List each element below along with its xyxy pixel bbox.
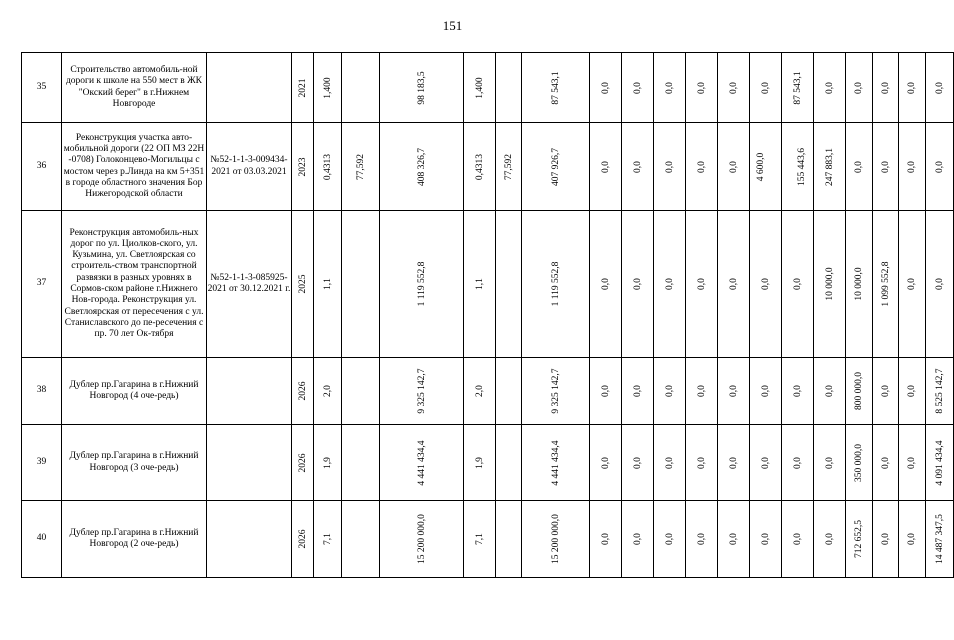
row-number-cell: 35: [22, 53, 62, 123]
cell-value: 0,0: [760, 385, 771, 397]
year-value-cell: [814, 53, 846, 123]
year-value-cell: [899, 425, 926, 501]
total-cost-cell: [380, 53, 464, 123]
year-value-cell: [654, 211, 686, 358]
year-value-cell: [782, 501, 814, 578]
length-remaining-cell: [464, 358, 496, 425]
cell-value: 0,0: [880, 385, 891, 397]
year-value-cell: [622, 358, 654, 425]
object-name-cell: Дублер пр.Гагарина в г.Нижний Новгород (3 оче-редь): [62, 425, 207, 501]
remaining-cost-cell: [522, 358, 590, 425]
table-row: [22, 501, 954, 578]
cell-value: 9 325 142,7: [416, 368, 427, 414]
cell-value: 87 543,1: [550, 70, 561, 105]
year-value-cell: [590, 211, 622, 358]
unit-cost-cell: [342, 358, 380, 425]
cell-value: 712 652,5: [854, 520, 864, 558]
year-cell: [292, 358, 314, 425]
cell-value: 87 543,1: [792, 70, 803, 105]
year-value-cell: [846, 53, 873, 123]
year-value-cell: [899, 211, 926, 358]
cell-value: 1 119 552,8: [550, 261, 561, 307]
unit-cost-remaining-cell: [496, 358, 522, 425]
length-remaining-cell: [464, 123, 496, 211]
year-value-cell: [926, 501, 954, 578]
year-value-cell: [926, 53, 954, 123]
cell-value: 0,0: [600, 385, 611, 397]
cell-value: 0,0: [854, 81, 864, 94]
cell-value: 0,0: [632, 160, 643, 173]
cell-value: 4 441 434,4: [550, 439, 561, 486]
year-value-cell: [750, 211, 782, 358]
cell-value: 0,0: [760, 456, 771, 469]
cell-value: 0,4313: [322, 153, 333, 180]
year-value-cell: [899, 358, 926, 425]
year-value-cell: [873, 501, 899, 578]
length-remaining-cell: [464, 501, 496, 578]
year-value-cell: [814, 501, 846, 578]
year-value-cell: [718, 211, 750, 358]
length-cell: [314, 211, 342, 358]
year-cell: [292, 53, 314, 123]
cell-value: 0,0: [696, 533, 707, 545]
cell-value: 2,0: [474, 385, 485, 397]
year-value-cell: [846, 425, 873, 501]
total-cost-cell: [380, 211, 464, 358]
cell-value: 155 443,6: [797, 147, 808, 186]
cell-value: 0,0: [934, 81, 945, 94]
year-value-cell: [750, 425, 782, 501]
cell-value: 4 091 434,4: [934, 439, 945, 486]
cell-value: 0,0: [907, 160, 917, 173]
year-value-cell: [654, 53, 686, 123]
expertise-doc-cell: №52-1-1-3-085925-2021 от 30.12.2021 г.: [207, 211, 292, 358]
cell-value: 1,1: [322, 278, 333, 290]
object-name-cell: Строительство автомобиль-ной дороги к школе на 550 мест в ЖК "Окский берег" в г.Нижнем Новгороде: [62, 53, 207, 123]
year-value-cell: [814, 123, 846, 211]
unit-cost-cell: [342, 53, 380, 123]
cell-value: 0,0: [664, 81, 675, 94]
cell-value: 0,0: [728, 456, 739, 469]
cell-value: 0,0: [632, 456, 643, 469]
year-value-cell: [686, 53, 718, 123]
expertise-doc-cell: [207, 53, 292, 123]
road-objects-table: [21, 52, 954, 578]
remaining-cost-cell: [522, 53, 590, 123]
cell-value: 0,0: [760, 533, 771, 545]
cell-value: 2,0: [322, 385, 333, 397]
cell-value: 0,0: [696, 385, 707, 397]
cell-value: 0,0: [696, 456, 707, 469]
cell-value: 1,9: [322, 456, 333, 469]
cell-value: 4 600,0: [755, 152, 766, 181]
cell-value: 0,0: [696, 160, 707, 173]
cell-value: 0,0: [760, 81, 771, 94]
year-value-cell: [782, 358, 814, 425]
cell-value: 0,0: [632, 278, 643, 290]
year-value-cell: [654, 358, 686, 425]
remaining-cost-cell: [522, 123, 590, 211]
year-value-cell: [718, 501, 750, 578]
year-value-cell: [686, 358, 718, 425]
year-value-cell: [782, 53, 814, 123]
cell-value: 0,0: [792, 385, 803, 397]
year-value-cell: [654, 501, 686, 578]
year-value-cell: [750, 123, 782, 211]
cell-value: 350 000,0: [854, 443, 864, 482]
total-cost-cell: [380, 358, 464, 425]
cell-value: 1 099 552,8: [880, 261, 891, 307]
unit-cost-cell: [342, 211, 380, 358]
cell-value: 10 000,0: [824, 267, 835, 301]
year-value-cell: [899, 123, 926, 211]
row-number-cell: 36: [22, 123, 62, 211]
cell-value: 0,0: [728, 278, 739, 290]
year-value-cell: [846, 211, 873, 358]
cell-value: 7,1: [322, 533, 333, 545]
remaining-cost-cell: [522, 501, 590, 578]
cell-value: 14 487 347,5: [934, 514, 945, 564]
year-cell: [292, 211, 314, 358]
object-name-cell: Реконструкция автомобиль-ных дорог по ул. Циолков-ского, ул. Кузьмина, ул. Светлоярская со строитель-ством транспортной развязки в разных уровнях в Сормов-ском районе г.Нижнего Нов-города. Реконструкция ул. Светлоярская от пересечения с ул. Станиславского до пе-ресечения с пр. 70 лет Ок-тября: [62, 211, 207, 358]
cell-value: 0,0: [600, 278, 611, 290]
year-value-cell: [686, 501, 718, 578]
cell-value: 0,4313: [474, 153, 485, 180]
cell-value: 0,0: [880, 81, 891, 94]
unit-cost-remaining-cell: [496, 425, 522, 501]
cell-value: 0,0: [600, 81, 611, 94]
table-row: [22, 425, 954, 501]
cell-value: 407 926,7: [550, 147, 561, 186]
cell-value: 0,0: [880, 533, 891, 545]
length-remaining-cell: [464, 211, 496, 358]
cell-value: 247 883,1: [824, 147, 835, 186]
cell-value: 2026: [297, 529, 308, 549]
year-value-cell: [926, 211, 954, 358]
cell-value: 15 200 000,0: [550, 514, 561, 564]
cell-value: 0,0: [880, 160, 891, 173]
year-value-cell: [718, 425, 750, 501]
year-value-cell: [750, 358, 782, 425]
year-cell: [292, 501, 314, 578]
year-cell: [292, 425, 314, 501]
cell-value: 800 000,0: [854, 372, 864, 410]
length-cell: [314, 425, 342, 501]
cell-value: 0,0: [792, 533, 803, 545]
cell-value: 0,0: [824, 533, 835, 545]
cell-value: 0,0: [664, 533, 675, 545]
expertise-doc-cell: №52-1-1-3-009434-2021 от 03.03.2021: [207, 123, 292, 211]
cell-value: 1,1: [474, 278, 485, 290]
cell-value: 1,400: [322, 76, 333, 99]
length-cell: [314, 358, 342, 425]
year-value-cell: [782, 123, 814, 211]
unit-cost-remaining-cell: [496, 123, 522, 211]
row-number-cell: 37: [22, 211, 62, 358]
cell-value: 0,0: [824, 81, 835, 94]
year-value-cell: [718, 358, 750, 425]
year-value-cell: [590, 358, 622, 425]
year-value-cell: [590, 123, 622, 211]
cell-value: 0,0: [728, 385, 739, 397]
cell-value: 0,0: [600, 533, 611, 545]
year-value-cell: [846, 358, 873, 425]
year-value-cell: [622, 123, 654, 211]
year-value-cell: [846, 123, 873, 211]
length-remaining-cell: [464, 425, 496, 501]
year-value-cell: [622, 501, 654, 578]
cell-value: 0,0: [728, 533, 739, 545]
cell-value: 0,0: [600, 456, 611, 469]
expertise-doc-cell: [207, 501, 292, 578]
year-value-cell: [750, 53, 782, 123]
page-number: 151: [442, 18, 463, 33]
year-value-cell: [873, 123, 899, 211]
table-row: [22, 211, 954, 358]
year-value-cell: [750, 501, 782, 578]
cell-value: 0,0: [934, 278, 945, 290]
object-name-cell: Дублер пр.Гагарина в г.Нижний Новгород (2 оче-редь): [62, 501, 207, 578]
cell-value: 0,0: [907, 533, 917, 545]
cell-value: 0,0: [600, 160, 611, 173]
year-value-cell: [622, 425, 654, 501]
cell-value: 7,1: [474, 533, 485, 545]
total-cost-cell: [380, 425, 464, 501]
cell-value: 9 325 142,7: [550, 368, 561, 414]
unit-cost-remaining-cell: [496, 53, 522, 123]
cell-value: 2023: [297, 157, 308, 176]
year-value-cell: [782, 425, 814, 501]
year-value-cell: [686, 123, 718, 211]
year-value-cell: [926, 425, 954, 501]
cell-value: 408 326,7: [416, 147, 427, 186]
table-row: [22, 358, 954, 425]
cell-value: 0,0: [728, 160, 739, 173]
year-value-cell: [590, 53, 622, 123]
year-value-cell: [814, 425, 846, 501]
cell-value: 0,0: [664, 278, 675, 290]
cell-value: 0,0: [907, 278, 917, 290]
cell-value: 0,0: [880, 456, 891, 469]
cell-value: 0,0: [632, 533, 643, 545]
length-remaining-cell: [464, 53, 496, 123]
cell-value: 15 200 000,0: [416, 514, 427, 564]
cell-value: 0,0: [632, 81, 643, 94]
remaining-cost-cell: [522, 211, 590, 358]
year-value-cell: [814, 358, 846, 425]
total-cost-cell: [380, 501, 464, 578]
cell-value: 0,0: [934, 160, 945, 173]
unit-cost-remaining-cell: [496, 211, 522, 358]
year-value-cell: [718, 123, 750, 211]
year-value-cell: [926, 358, 954, 425]
cell-value: 77,592: [355, 153, 366, 180]
remaining-cost-cell: [522, 425, 590, 501]
year-value-cell: [899, 501, 926, 578]
cell-value: 98 183,5: [416, 70, 427, 105]
table-row: [22, 53, 954, 123]
cell-value: 4 441 434,4: [416, 439, 427, 486]
row-number-cell: 38: [22, 358, 62, 425]
cell-value: 1 119 552,8: [416, 261, 427, 307]
cell-value: 0,0: [664, 385, 675, 397]
year-value-cell: [846, 501, 873, 578]
year-value-cell: [686, 211, 718, 358]
expertise-doc-cell: [207, 425, 292, 501]
year-value-cell: [686, 425, 718, 501]
year-value-cell: [654, 123, 686, 211]
year-value-cell: [873, 358, 899, 425]
cell-value: 2025: [297, 274, 308, 294]
unit-cost-cell: [342, 425, 380, 501]
cell-value: 0,0: [792, 456, 803, 469]
cell-value: 8 525 142,7: [934, 368, 945, 414]
cell-value: 0,0: [854, 160, 864, 173]
cell-value: 0,0: [664, 456, 675, 469]
year-value-cell: [782, 211, 814, 358]
year-value-cell: [873, 211, 899, 358]
cell-value: 1,9: [474, 456, 485, 469]
year-value-cell: [718, 53, 750, 123]
year-value-cell: [590, 501, 622, 578]
cell-value: 0,0: [907, 81, 917, 94]
cell-value: 0,0: [728, 81, 739, 94]
cell-value: 0,0: [696, 81, 707, 94]
cell-value: 0,0: [696, 278, 707, 290]
cell-value: 0,0: [760, 278, 771, 290]
year-value-cell: [814, 211, 846, 358]
table-row: [22, 123, 954, 211]
cell-value: 0,0: [824, 385, 835, 397]
cell-value: 2026: [297, 453, 308, 472]
cell-value: 0,0: [824, 456, 835, 469]
total-cost-cell: [380, 123, 464, 211]
year-value-cell: [654, 425, 686, 501]
cell-value: 0,0: [792, 278, 803, 290]
cell-value: 2021: [297, 78, 308, 97]
cell-value: 77,592: [503, 153, 514, 180]
cell-value: 0,0: [907, 385, 917, 397]
year-value-cell: [622, 211, 654, 358]
unit-cost-cell: [342, 501, 380, 578]
year-value-cell: [622, 53, 654, 123]
year-value-cell: [873, 53, 899, 123]
year-cell: [292, 123, 314, 211]
cell-value: 0,0: [632, 385, 643, 397]
year-value-cell: [926, 123, 954, 211]
object-name-cell: Дублер пр.Гагарина в г.Нижний Новгород (4 оче-редь): [62, 358, 207, 425]
year-value-cell: [899, 53, 926, 123]
cell-value: 2026: [297, 381, 308, 401]
object-name-cell: Реконструкция участка авто-мобильной дороги (22 ОП МЗ 22Н -0708) Голоконцево-Могильцы с мостом через р.Линда на км 5+351 в городе областного значения Бор Нижегородской области: [62, 123, 207, 211]
row-number-cell: 39: [22, 425, 62, 501]
unit-cost-cell: [342, 123, 380, 211]
cell-value: 1,400: [474, 76, 485, 99]
cell-value: 0,0: [907, 456, 917, 469]
length-cell: [314, 53, 342, 123]
length-cell: [314, 123, 342, 211]
cell-value: 10 000,0: [854, 267, 864, 301]
unit-cost-remaining-cell: [496, 501, 522, 578]
length-cell: [314, 501, 342, 578]
expertise-doc-cell: [207, 358, 292, 425]
row-number-cell: 40: [22, 501, 62, 578]
year-value-cell: [590, 425, 622, 501]
cell-value: 0,0: [664, 160, 675, 173]
year-value-cell: [873, 425, 899, 501]
